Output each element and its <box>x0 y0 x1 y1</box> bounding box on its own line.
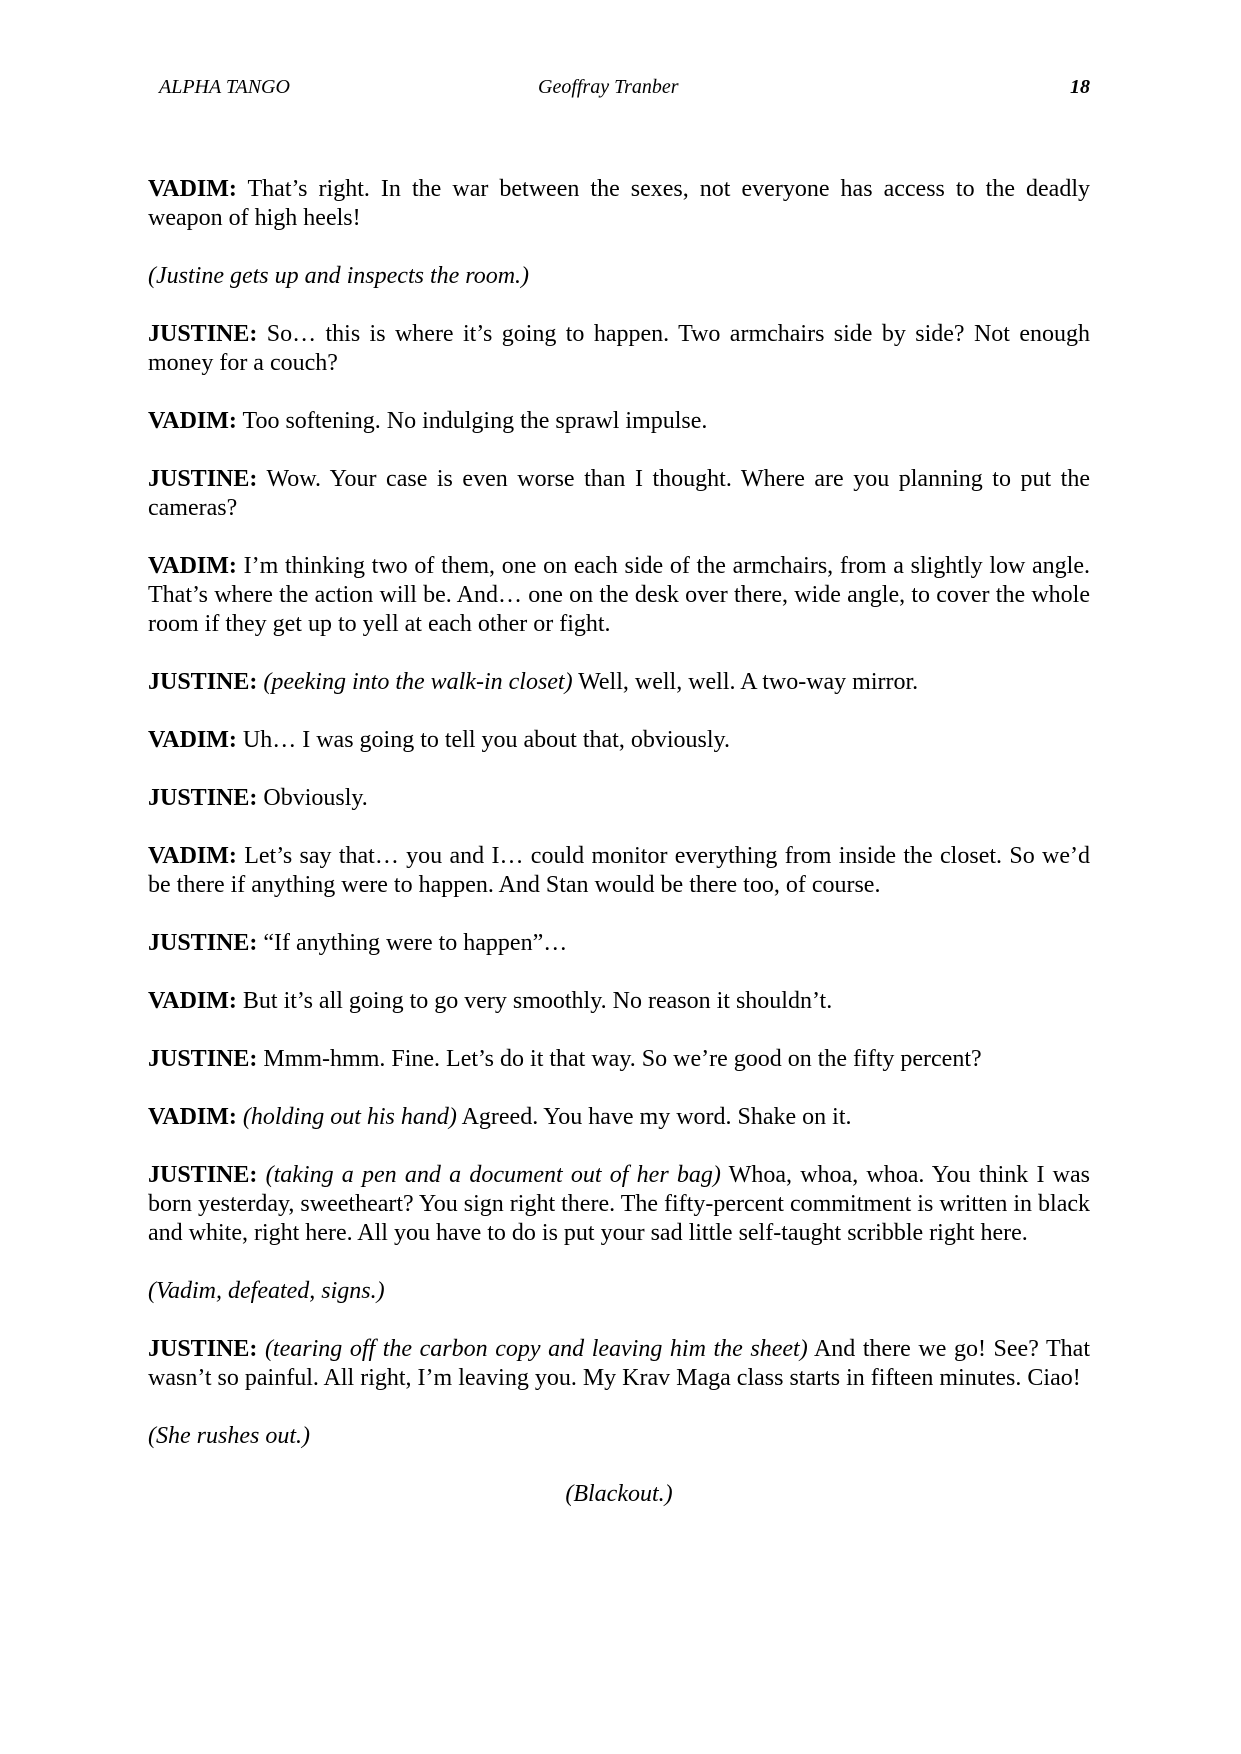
dialogue-line <box>148 320 1090 378</box>
parenthetical-direction: (holding out his hand) <box>236 1104 457 1130</box>
dialogue-text: And there we go! See? That wasn’t so painful. All right, I’m leaving you. My Krav Maga class starts in fifteen minutes. Ciao! <box>148 1336 1090 1391</box>
parenthetical-direction: (tearing off the carbon copy and leaving him the sheet) <box>257 1336 808 1362</box>
speaker-name: JUSTINE: <box>148 321 258 347</box>
dialogue-text: So… this is where it’s going to happen. Two armchairs side by side? Not enough money for a couch? <box>148 321 1090 376</box>
parenthetical-direction: (peeking into the walk-in closet) <box>257 669 573 695</box>
dialogue-line <box>148 842 1090 900</box>
dialogue-line <box>148 987 1090 1016</box>
page-number: 18 <box>1070 76 1090 98</box>
dialogue-line <box>148 407 1090 436</box>
dialogue-line <box>148 784 1090 813</box>
dialogue-line <box>148 929 1090 958</box>
speaker-name: VADIM: <box>148 408 237 434</box>
dialogue-line <box>148 726 1090 755</box>
dialogue-line <box>148 465 1090 523</box>
dialogue-text: Uh… I was going to tell you about that, obviously. <box>236 727 730 753</box>
stage-direction: (Justine gets up and inspects the room.) <box>148 263 530 289</box>
speaker-name: VADIM: <box>148 1104 237 1130</box>
speaker-name: JUSTINE: <box>148 669 258 695</box>
dialogue-text: Mmm-hmm. Fine. Let’s do it that way. So we’re good on the fifty percent? <box>257 1046 982 1072</box>
dialogue-text: That’s right. In the war between the sexes, not everyone has access to the deadly weapon of high heels! <box>148 176 1090 231</box>
speaker-name: JUSTINE: <box>148 466 258 492</box>
speaker-name: VADIM: <box>148 843 237 869</box>
dialogue-text: Too softening. No indulging the sprawl impulse. <box>236 408 708 434</box>
dialogue-text: Let’s say that… you and I… could monitor everything from inside the closet. So we’d be there if anything were to happen. And Stan would be there too, of course. <box>148 843 1090 898</box>
speaker-name: VADIM: <box>148 727 237 753</box>
speaker-name: JUSTINE: <box>148 1046 258 1072</box>
blackout-direction: (Blackout.) <box>565 1481 673 1507</box>
dialogue-line <box>148 1103 1090 1132</box>
dialogue-line <box>148 552 1090 639</box>
stage-direction: (Vadim, defeated, signs.) <box>148 1278 385 1304</box>
dialogue-text: Wow. Your case is even worse than I thought. Where are you planning to put the cameras? <box>148 466 1090 521</box>
dialogue-line <box>148 668 1090 697</box>
header-title: ALPHA TANGO <box>159 76 290 98</box>
speaker-name: JUSTINE: <box>148 785 258 811</box>
dialogue-text: Well, well, well. A two-way mirror. <box>572 669 919 695</box>
dialogue-line <box>148 1045 1090 1074</box>
dialogue-line <box>148 175 1090 233</box>
dialogue-text: I’m thinking two of them, one on each side of the armchairs, from a slightly low angle. That’s where the action will be. And… one on the desk over there, wide angle, to cover the whole room if they get up to yell at each other or fight. <box>148 553 1090 637</box>
speaker-name: JUSTINE: <box>148 1162 258 1188</box>
speaker-name: VADIM: <box>148 176 237 202</box>
speaker-name: JUSTINE: <box>148 1336 258 1362</box>
dialogue-line <box>148 1161 1090 1248</box>
dialogue-text: Agreed. You have my word. Shake on it. <box>456 1104 852 1130</box>
dialogue-text: But it’s all going to go very smoothly. No reason it shouldn’t. <box>236 988 833 1014</box>
dialogue-text: Whoa, whoa, whoa. You think I was born yesterday, sweetheart? You sign right there. The fifty-percent commitment is written in black and white, right here. All you have to do is put your sad little self-taught scribble right here. <box>148 1162 1091 1246</box>
speaker-name: JUSTINE: <box>148 930 258 956</box>
running-header <box>0 76 1241 106</box>
dialogue-line <box>148 1335 1090 1393</box>
parenthetical-direction: (taking a pen and a document out of her bag) <box>257 1162 721 1188</box>
speaker-name: VADIM: <box>148 553 237 579</box>
header-author: Geoffray Tranber <box>538 76 679 98</box>
dialogue-text: Obviously. <box>257 785 368 811</box>
speaker-name: VADIM: <box>148 988 237 1014</box>
stage-direction: (She rushes out.) <box>148 1423 310 1449</box>
script-body <box>148 175 1090 1509</box>
dialogue-text: “If anything were to happen”… <box>257 930 568 956</box>
